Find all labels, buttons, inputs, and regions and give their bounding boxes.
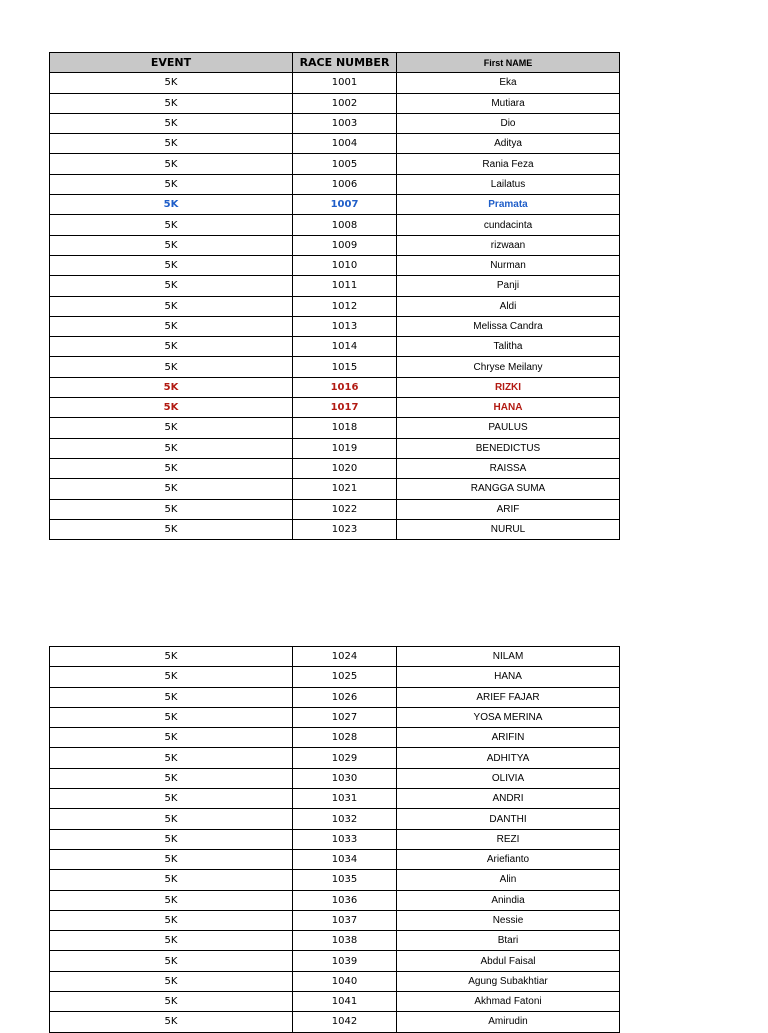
first-name-cell: Mutiara bbox=[397, 93, 620, 113]
table-row bbox=[50, 971, 620, 991]
race-number-cell: 1037 bbox=[293, 910, 397, 930]
first-name-cell: Abdul Faisal bbox=[397, 951, 620, 971]
first-name-cell: NILAM bbox=[397, 647, 620, 667]
first-name-cell: DANTHI bbox=[397, 809, 620, 829]
table-row bbox=[50, 992, 620, 1012]
first-name-cell: Rania Feza bbox=[397, 154, 620, 174]
race-number-cell: 1025 bbox=[293, 667, 397, 687]
race-number-cell: 1019 bbox=[293, 438, 397, 458]
race-number-cell: 1012 bbox=[293, 296, 397, 316]
table-row bbox=[50, 519, 620, 539]
race-number-cell: 1040 bbox=[293, 971, 397, 991]
table-row bbox=[50, 174, 620, 194]
event-cell: 5K bbox=[50, 1012, 293, 1032]
event-cell: 5K bbox=[50, 418, 293, 438]
race-number-cell: 1033 bbox=[293, 829, 397, 849]
race-number-cell: 1007 bbox=[293, 195, 397, 215]
table-row bbox=[50, 276, 620, 296]
event-cell: 5K bbox=[50, 458, 293, 478]
table-row bbox=[50, 849, 620, 869]
event-cell: 5K bbox=[50, 276, 293, 296]
first-name-cell: ARIF bbox=[397, 499, 620, 519]
event-cell: 5K bbox=[50, 931, 293, 951]
first-name-cell: Pramata bbox=[397, 195, 620, 215]
first-name-cell: ANDRI bbox=[397, 789, 620, 809]
table-1-body bbox=[50, 73, 620, 540]
event-cell: 5K bbox=[50, 971, 293, 991]
table-row bbox=[50, 93, 620, 113]
first-name-cell: BENEDICTUS bbox=[397, 438, 620, 458]
first-name-cell: ADHITYA bbox=[397, 748, 620, 768]
table-row bbox=[50, 296, 620, 316]
event-cell: 5K bbox=[50, 93, 293, 113]
table-row bbox=[50, 255, 620, 275]
first-name-cell: rizwaan bbox=[397, 235, 620, 255]
race-number-cell: 1036 bbox=[293, 890, 397, 910]
event-cell: 5K bbox=[50, 728, 293, 748]
event-cell: 5K bbox=[50, 255, 293, 275]
first-name-cell: Talitha bbox=[397, 337, 620, 357]
race-number-cell: 1035 bbox=[293, 870, 397, 890]
table-row bbox=[50, 316, 620, 336]
first-name-cell: Akhmad Fatoni bbox=[397, 992, 620, 1012]
table-row bbox=[50, 357, 620, 377]
table-row bbox=[50, 479, 620, 499]
table-row bbox=[50, 438, 620, 458]
first-name-cell: Ariefianto bbox=[397, 849, 620, 869]
table-row bbox=[50, 499, 620, 519]
race-number-cell: 1002 bbox=[293, 93, 397, 113]
event-cell: 5K bbox=[50, 829, 293, 849]
table-row bbox=[50, 910, 620, 930]
event-cell: 5K bbox=[50, 809, 293, 829]
race-number-cell: 1041 bbox=[293, 992, 397, 1012]
table-row bbox=[50, 1012, 620, 1032]
header-race-number: RACE NUMBER bbox=[293, 53, 397, 73]
table-row bbox=[50, 951, 620, 971]
race-number-cell: 1028 bbox=[293, 728, 397, 748]
event-cell: 5K bbox=[50, 479, 293, 499]
race-number-cell: 1026 bbox=[293, 687, 397, 707]
race-number-cell: 1021 bbox=[293, 479, 397, 499]
event-cell: 5K bbox=[50, 647, 293, 667]
table-row bbox=[50, 195, 620, 215]
table-row bbox=[50, 73, 620, 93]
table-row bbox=[50, 768, 620, 788]
race-number-cell: 1014 bbox=[293, 337, 397, 357]
event-cell: 5K bbox=[50, 910, 293, 930]
race-number-cell: 1001 bbox=[293, 73, 397, 93]
first-name-cell: Panji bbox=[397, 276, 620, 296]
table-row bbox=[50, 809, 620, 829]
race-number-cell: 1010 bbox=[293, 255, 397, 275]
first-name-cell: Dio bbox=[397, 113, 620, 133]
event-cell: 5K bbox=[50, 377, 293, 397]
first-name-cell: Anindia bbox=[397, 890, 620, 910]
first-name-cell: Aditya bbox=[397, 134, 620, 154]
event-cell: 5K bbox=[50, 687, 293, 707]
race-number-cell: 1022 bbox=[293, 499, 397, 519]
race-number-cell: 1004 bbox=[293, 134, 397, 154]
table-2-body bbox=[50, 647, 620, 1033]
first-name-cell: Eka bbox=[397, 73, 620, 93]
table-row bbox=[50, 667, 620, 687]
table-row bbox=[50, 931, 620, 951]
race-number-cell: 1034 bbox=[293, 849, 397, 869]
table-row bbox=[50, 154, 620, 174]
event-cell: 5K bbox=[50, 134, 293, 154]
first-name-cell: PAULUS bbox=[397, 418, 620, 438]
first-name-cell: HANA bbox=[397, 398, 620, 418]
table-row bbox=[50, 728, 620, 748]
table-row bbox=[50, 337, 620, 357]
race-number-cell: 1016 bbox=[293, 377, 397, 397]
registration-table-2 bbox=[49, 646, 620, 1033]
race-number-cell: 1017 bbox=[293, 398, 397, 418]
first-name-cell: ARIFIN bbox=[397, 728, 620, 748]
first-name-cell: cundacinta bbox=[397, 215, 620, 235]
race-number-cell: 1011 bbox=[293, 276, 397, 296]
first-name-cell: REZI bbox=[397, 829, 620, 849]
race-number-cell: 1032 bbox=[293, 809, 397, 829]
race-number-cell: 1030 bbox=[293, 768, 397, 788]
header-row bbox=[50, 53, 620, 73]
race-number-cell: 1003 bbox=[293, 113, 397, 133]
table-row bbox=[50, 748, 620, 768]
event-cell: 5K bbox=[50, 113, 293, 133]
event-cell: 5K bbox=[50, 870, 293, 890]
table-row bbox=[50, 215, 620, 235]
event-cell: 5K bbox=[50, 154, 293, 174]
first-name-cell: Lailatus bbox=[397, 174, 620, 194]
event-cell: 5K bbox=[50, 316, 293, 336]
table-row bbox=[50, 789, 620, 809]
race-number-cell: 1039 bbox=[293, 951, 397, 971]
first-name-cell: Aldi bbox=[397, 296, 620, 316]
first-name-cell: HANA bbox=[397, 667, 620, 687]
table-row bbox=[50, 829, 620, 849]
table-row bbox=[50, 377, 620, 397]
header-first-name: First NAME bbox=[397, 53, 620, 73]
table-row bbox=[50, 707, 620, 727]
race-number-cell: 1031 bbox=[293, 789, 397, 809]
first-name-cell: Btari bbox=[397, 931, 620, 951]
first-name-cell: RIZKI bbox=[397, 377, 620, 397]
event-cell: 5K bbox=[50, 951, 293, 971]
table-row bbox=[50, 890, 620, 910]
event-cell: 5K bbox=[50, 992, 293, 1012]
event-cell: 5K bbox=[50, 337, 293, 357]
race-number-cell: 1029 bbox=[293, 748, 397, 768]
first-name-cell: NURUL bbox=[397, 519, 620, 539]
event-cell: 5K bbox=[50, 849, 293, 869]
race-number-cell: 1023 bbox=[293, 519, 397, 539]
event-cell: 5K bbox=[50, 789, 293, 809]
registration-table-1 bbox=[49, 52, 620, 540]
event-cell: 5K bbox=[50, 398, 293, 418]
table-row bbox=[50, 134, 620, 154]
event-cell: 5K bbox=[50, 707, 293, 727]
race-number-cell: 1005 bbox=[293, 154, 397, 174]
first-name-cell: Alin bbox=[397, 870, 620, 890]
table-row bbox=[50, 418, 620, 438]
race-number-cell: 1027 bbox=[293, 707, 397, 727]
race-number-cell: 1006 bbox=[293, 174, 397, 194]
first-name-cell: RAISSA bbox=[397, 458, 620, 478]
event-cell: 5K bbox=[50, 174, 293, 194]
event-cell: 5K bbox=[50, 215, 293, 235]
race-number-cell: 1009 bbox=[293, 235, 397, 255]
race-number-cell: 1015 bbox=[293, 357, 397, 377]
race-number-cell: 1013 bbox=[293, 316, 397, 336]
event-cell: 5K bbox=[50, 748, 293, 768]
table-row bbox=[50, 398, 620, 418]
event-cell: 5K bbox=[50, 235, 293, 255]
race-number-cell: 1008 bbox=[293, 215, 397, 235]
race-number-cell: 1024 bbox=[293, 647, 397, 667]
event-cell: 5K bbox=[50, 519, 293, 539]
first-name-cell: Amirudin bbox=[397, 1012, 620, 1032]
first-name-cell: Nurman bbox=[397, 255, 620, 275]
first-name-cell: RANGGA SUMA bbox=[397, 479, 620, 499]
first-name-cell: Nessie bbox=[397, 910, 620, 930]
header-event: EVENT bbox=[50, 53, 293, 73]
event-cell: 5K bbox=[50, 438, 293, 458]
event-cell: 5K bbox=[50, 357, 293, 377]
race-number-cell: 1042 bbox=[293, 1012, 397, 1032]
table-row bbox=[50, 870, 620, 890]
first-name-cell: Agung Subakhtiar bbox=[397, 971, 620, 991]
first-name-cell: Chryse Meilany bbox=[397, 357, 620, 377]
table-row bbox=[50, 458, 620, 478]
first-name-cell: OLIVIA bbox=[397, 768, 620, 788]
race-number-cell: 1038 bbox=[293, 931, 397, 951]
first-name-cell: YOSA MERINA bbox=[397, 707, 620, 727]
table-row bbox=[50, 647, 620, 667]
event-cell: 5K bbox=[50, 768, 293, 788]
event-cell: 5K bbox=[50, 296, 293, 316]
table-row bbox=[50, 113, 620, 133]
table-row bbox=[50, 687, 620, 707]
event-cell: 5K bbox=[50, 890, 293, 910]
race-number-cell: 1018 bbox=[293, 418, 397, 438]
event-cell: 5K bbox=[50, 499, 293, 519]
first-name-cell: Melissa Candra bbox=[397, 316, 620, 336]
event-cell: 5K bbox=[50, 73, 293, 93]
event-cell: 5K bbox=[50, 195, 293, 215]
event-cell: 5K bbox=[50, 667, 293, 687]
table-row bbox=[50, 235, 620, 255]
first-name-cell: ARIEF FAJAR bbox=[397, 687, 620, 707]
race-number-cell: 1020 bbox=[293, 458, 397, 478]
